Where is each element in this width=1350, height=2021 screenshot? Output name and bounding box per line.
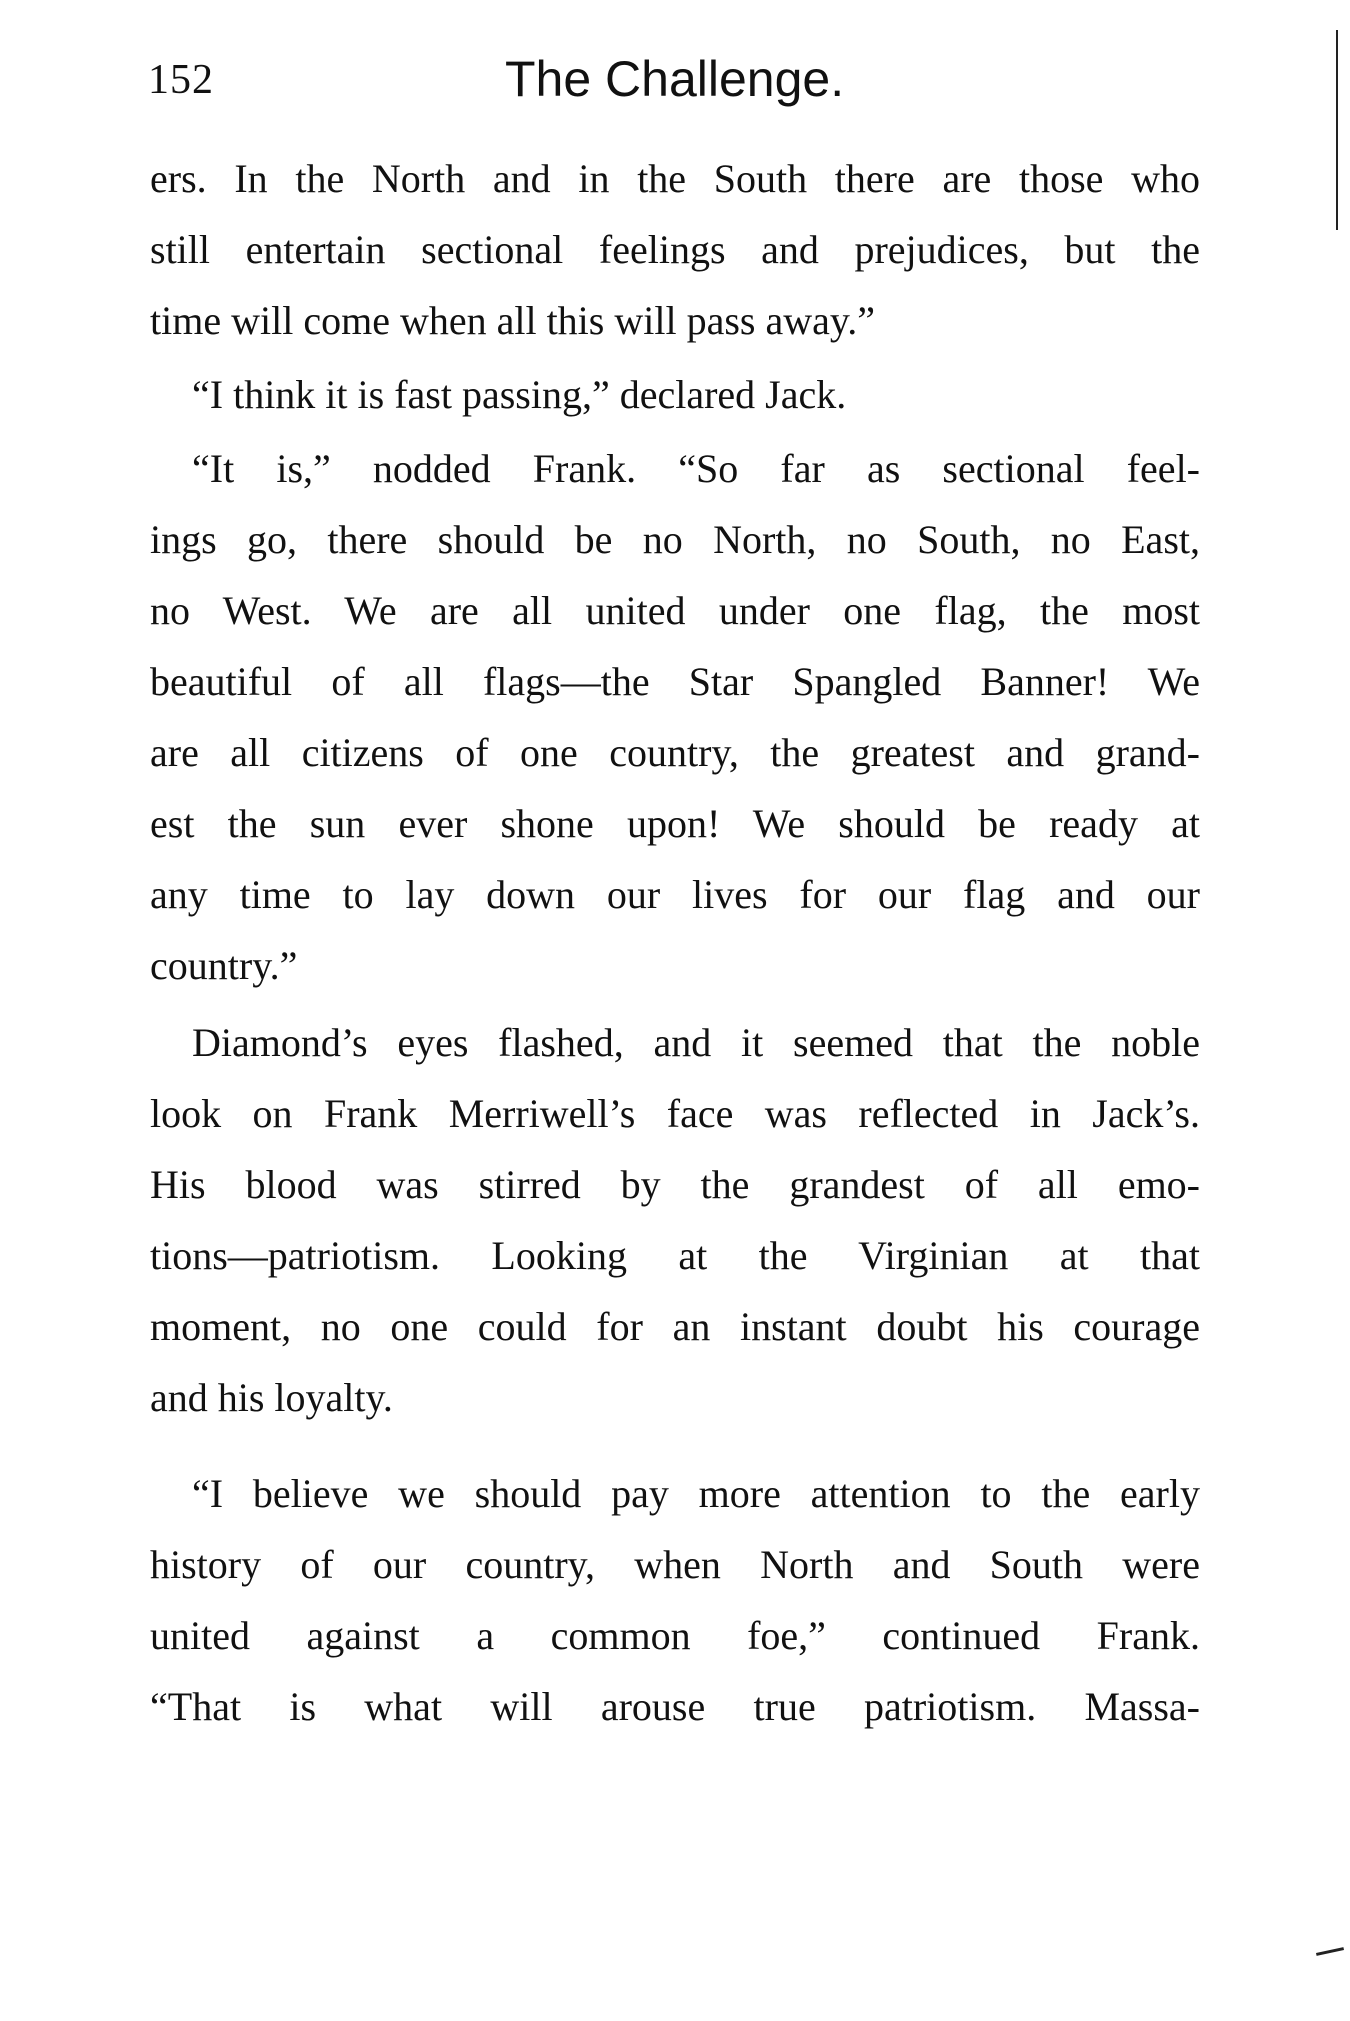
text-line: Diamond’s eyes flashed, and it seemed that the noble bbox=[192, 1020, 1200, 1065]
paragraph-continuation bbox=[150, 143, 1200, 356]
paragraph-frank-continues bbox=[150, 1458, 1200, 1742]
text-line: “I believe we should pay more attention to the early bbox=[192, 1471, 1200, 1516]
page-edge-rule bbox=[1336, 30, 1338, 230]
paragraph-frank-speech bbox=[150, 433, 1200, 1001]
text-line: no West. We are all united under one flag, the most bbox=[150, 588, 1200, 633]
text-line: are all citizens of one country, the greatest and grand- bbox=[150, 730, 1200, 775]
text-line: “It is,” nodded Frank. “So far as sectional feel- bbox=[192, 446, 1200, 491]
text-line: His blood was stirred by the grandest of all emo- bbox=[150, 1162, 1200, 1207]
text-line: tions—patriotism. Looking at the Virginian at that bbox=[150, 1233, 1200, 1278]
text-line: est the sun ever shone upon! We should be ready at bbox=[150, 801, 1200, 846]
text-line: any time to lay down our lives for our flag and our bbox=[150, 872, 1200, 917]
paragraph-diamond bbox=[150, 1007, 1200, 1433]
text-line: “That is what will arouse true patriotism. Massa- bbox=[150, 1684, 1200, 1729]
text-line: united against a common foe,” continued Frank. bbox=[150, 1613, 1200, 1658]
text-line: ings go, there should be no North, no South, no East, bbox=[150, 517, 1200, 562]
text-line: ers. In the North and in the South there are those who bbox=[150, 156, 1200, 201]
text-line: history of our country, when North and South were bbox=[150, 1542, 1200, 1587]
text-line: “I think it is fast passing,” declared Jack. bbox=[192, 372, 847, 417]
page-edge-mark bbox=[1316, 1947, 1344, 1956]
page-number: 152 bbox=[148, 57, 214, 103]
text-line: time will come when all this will pass away.” bbox=[150, 298, 876, 343]
text-line: and his loyalty. bbox=[150, 1375, 393, 1420]
text-line: beautiful of all flags—the Star Spangled Banner! We bbox=[150, 659, 1200, 704]
text-line: still entertain sectional feelings and prejudices, but the bbox=[150, 227, 1200, 272]
text-line: country.” bbox=[150, 943, 298, 988]
paragraph-jack-reply bbox=[150, 359, 1200, 430]
running-title: The Challenge. bbox=[505, 51, 845, 107]
text-line: look on Frank Merriwell’s face was reflected in Jack’s. bbox=[150, 1091, 1200, 1136]
text-line: moment, no one could for an instant doubt his courage bbox=[150, 1304, 1200, 1349]
